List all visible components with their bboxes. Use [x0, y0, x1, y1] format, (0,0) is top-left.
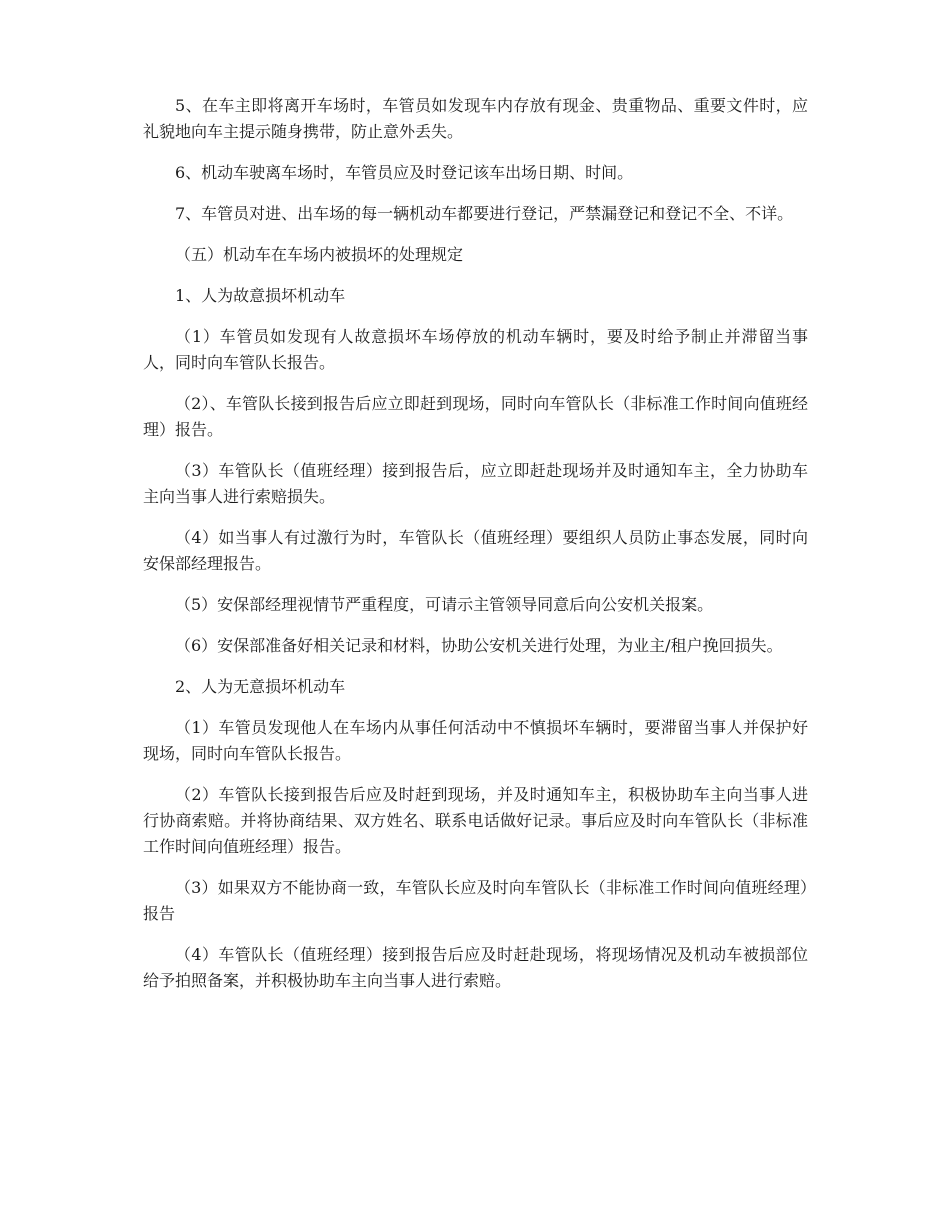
paragraph-item-6: 6、机动车驶离车场时，车管员应及时登记该车出场日期、时间。: [175, 163, 634, 182]
paragraph-item-7: 7、车管员对进、出车场的每一辆机动车都要进行登记，严禁漏登记和登记不全、不详。: [175, 204, 794, 223]
section-heading-damage-rules: （五）机动车在车场内被损坏的处理规定: [175, 245, 464, 264]
subsection-heading-intentional-damage: 1、人为故意损坏机动车: [175, 286, 346, 305]
paragraph-intentional-5: （5）安保部经理视情节严重程度，可请示主管领导同意后向公安机关报案。: [175, 595, 714, 614]
document-body: [143, 93, 808, 1009]
paragraph-unintentional-3: （3）如果双方不能协商一致，车管队长应及时向车管队长（非标准工作时间向值班经理）报告: [143, 878, 808, 923]
paragraph-intentional-2: （2）、车管队长接到报告后应立即赶到现场，同时向车管队长（非标准工作时间向值班经理）报告。: [143, 394, 808, 439]
paragraph-intentional-1: （1）车管员如发现有人故意损坏车场停放的机动车辆时，要及时给予制止并滞留当事人，同时向车管队长报告。: [143, 327, 808, 372]
paragraph-intentional-6: （6）安保部准备好相关记录和材料，协助公安机关进行处理，为业主/租户挽回损失。: [175, 636, 783, 655]
paragraph-unintentional-2: （2）车管队长接到报告后应及时赶到现场，并及时通知车主，积极协助车主向当事人进行协商索赔。并将协商结果、双方姓名、联系电话做好记录。事后应及时向车管队长（非标准工作时间向值班经理）报告。: [143, 785, 808, 856]
paragraph-unintentional-4: （4）车管队长（值班经理）接到报告后应及时赶赴现场，将现场情况及机动车被损部位给予拍照备案，并积极协助车主向当事人进行索赔。: [143, 945, 808, 990]
paragraph-intentional-3: （3）车管队长（值班经理）接到报告后，应立即赶赴现场并及时通知车主，全力协助车主向当事人进行索赔损失。: [143, 461, 808, 506]
paragraph-unintentional-1: （1）车管员发现他人在车场内从事任何活动中不慎损坏车辆时，要滞留当事人并保护好现场，同时向车管队长报告。: [143, 718, 808, 763]
paragraph-intentional-4: （4）如当事人有过激行为时，车管队长（值班经理）要组织人员防止事态发展，同时向安保部经理报告。: [143, 528, 808, 573]
paragraph-item-5: 5、在车主即将离开车场时，车管员如发现车内存放有现金、贵重物品、重要文件时，应礼貌地向车主提示随身携带，防止意外丢失。: [143, 96, 808, 141]
subsection-heading-unintentional-damage: 2、人为无意损坏机动车: [175, 677, 346, 696]
